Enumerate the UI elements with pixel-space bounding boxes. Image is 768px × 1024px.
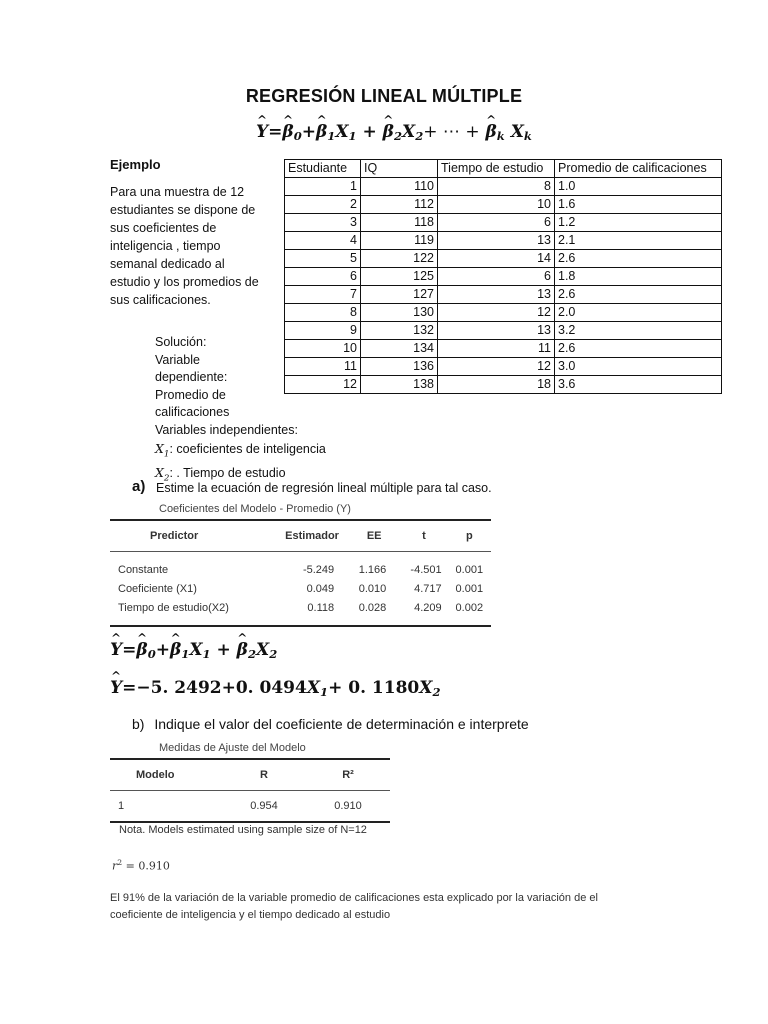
fit-header-r2: R² [306, 759, 390, 791]
coef-cell-p: 0.001 [455, 582, 484, 595]
table-row [285, 304, 722, 322]
cell-estudiante: 7 [285, 286, 361, 304]
question-b-text: Indique el valor del coeficiente de determinación e interprete [154, 716, 529, 732]
fit-cell-modelo: 1 [110, 791, 222, 823]
cell-estudiante: 8 [285, 304, 361, 322]
table-row [110, 598, 491, 626]
cell-tiempo: 6 [438, 268, 555, 286]
coef-cell-estimador: -5.249 [302, 563, 335, 576]
coef-header-p: p [448, 520, 491, 552]
cell-iq: 110 [361, 178, 438, 196]
coef-header-estimador: Estimador [276, 520, 348, 552]
table-row [285, 268, 722, 286]
sample-size-note: Nota. Models estimated using sample size of N=12 [119, 824, 367, 836]
cell-tiempo: 11 [438, 340, 555, 358]
coef-header-ee: EE [348, 520, 400, 552]
coef-cell-predictor: Constante [118, 563, 169, 576]
fit-measures-table [110, 758, 390, 823]
table-row [110, 579, 491, 598]
cell-estudiante: 2 [285, 196, 361, 214]
cell-tiempo: 13 [438, 232, 555, 250]
coef-cell-p: 0.001 [455, 563, 484, 576]
question-a-text: Estime la ecuación de regresión lineal múltiple para tal caso. [156, 481, 492, 495]
question-b-label: b) [132, 716, 145, 732]
cell-estudiante: 6 [285, 268, 361, 286]
cell-estudiante: 4 [285, 232, 361, 250]
cell-tiempo: 13 [438, 322, 555, 340]
cell-iq: 134 [361, 340, 438, 358]
cell-promedio: 2.6 [555, 340, 722, 358]
table-row [285, 214, 722, 232]
coef-cell-estimador: 0.049 [306, 582, 335, 595]
cell-tiempo: 12 [438, 358, 555, 376]
cell-promedio: 1.0 [555, 178, 722, 196]
coef-cell-predictor: Coeficiente (X1) [118, 582, 197, 595]
cell-iq: 125 [361, 268, 438, 286]
cell-estudiante: 9 [285, 322, 361, 340]
table-row [110, 791, 390, 823]
cell-tiempo: 8 [438, 178, 555, 196]
coefficients-table [110, 519, 491, 627]
r-squared-value: $r^2 = 0.910$ [112, 858, 170, 873]
header-iq: IQ [361, 160, 438, 178]
cell-iq: 136 [361, 358, 438, 376]
cell-iq: 127 [361, 286, 438, 304]
cell-iq: 122 [361, 250, 438, 268]
fitted-equation-numeric: ^ Y=−5. 2492+0. $0494X_1+ 0$. $1180X_2$ [110, 678, 441, 699]
coef-cell-ee: 0.028 [348, 598, 400, 626]
table-header-row [285, 160, 722, 178]
table-row [285, 178, 722, 196]
table-row [285, 286, 722, 304]
question-a-label: a) [132, 478, 146, 495]
cell-iq: 132 [361, 322, 438, 340]
header-promedio: Promedio de calificaciones [555, 160, 722, 178]
page-title: REGRESIÓN LINEAL MÚLTIPLE [245, 86, 523, 106]
coef-table-title: Coeficientes del Modelo - Promedio (Y) [159, 503, 351, 515]
coef-cell-t: 4.209 [400, 598, 447, 626]
cell-tiempo: 14 [438, 250, 555, 268]
fit-header-r: R [222, 759, 306, 791]
header-estudiante: Estudiante [285, 160, 361, 178]
cell-promedio: 2.6 [555, 250, 722, 268]
table-row [110, 552, 491, 580]
coef-header-row [110, 520, 491, 552]
solution-block [155, 334, 415, 488]
cell-estudiante: 11 [285, 358, 361, 376]
fit-cell-r2: 0.910 [306, 791, 390, 823]
cell-estudiante: 5 [285, 250, 361, 268]
coef-header-predictor: Predictor [110, 520, 276, 552]
cell-promedio: 2.6 [555, 286, 722, 304]
cell-estudiante: 12 [285, 376, 361, 394]
coef-cell-estimador: 0.118 [276, 598, 348, 626]
interpretation-text: El 91% de la variación de la variable promedio de calificaciones esta explicado por la variación de el coeficiente de inteligencia y el tiempo dedicado al estudio [110, 892, 598, 921]
cell-tiempo: 12 [438, 304, 555, 322]
example-heading: Ejemplo [110, 157, 161, 172]
cell-estudiante: 10 [285, 340, 361, 358]
dependent-label: Variable dependiente: [155, 352, 228, 385]
cell-estudiante: 1 [285, 178, 361, 196]
cell-promedio: 2.0 [555, 304, 722, 322]
cell-tiempo: 10 [438, 196, 555, 214]
fit-header-row [110, 759, 390, 791]
coef-header-t: t [400, 520, 447, 552]
table-row [285, 196, 722, 214]
cell-promedio: 1.8 [555, 268, 722, 286]
table-row [285, 250, 722, 268]
coef-cell-ee: 0.010 [358, 582, 387, 595]
question-b [132, 716, 529, 732]
cell-iq: 119 [361, 232, 438, 250]
dependent-value: Promedio de calificaciones [155, 387, 230, 420]
x2-definition: $X_2$: . Tiempo de estudio [155, 464, 286, 484]
coef-cell-p: 0.002 [448, 598, 491, 626]
cell-promedio: 2.1 [555, 232, 722, 250]
cell-iq: 112 [361, 196, 438, 214]
table-row [285, 232, 722, 250]
cell-estudiante: 3 [285, 214, 361, 232]
coef-cell-t: -4.501 [410, 563, 442, 576]
model-equation: ^ Y=^ $\beta_0+\^{}$ $\beta_1X_1$ + ^ $\beta_2X_2+$ ⋯ + ^ $\beta_k$ $X_k$ [256, 122, 532, 143]
fitted-equation-general: ^ Y=^ $\beta_0+\^{}$ $\beta_1X_1$ + ^ $\beta_2X_2$ [110, 640, 277, 661]
cell-tiempo: 6 [438, 214, 555, 232]
example-description: Para una muestra de 12 estudiantes se dispone de sus coeficientes de inteligencia , tiempo semanal dedicado al estudio y los promedios de sus calificaciones. [110, 185, 259, 307]
cell-iq: 130 [361, 304, 438, 322]
independent-label: Variables independientes: [155, 422, 298, 437]
fit-cell-r: 0.954 [222, 791, 306, 823]
cell-promedio: 1.2 [555, 214, 722, 232]
cell-tiempo: 18 [438, 376, 555, 394]
coef-cell-ee: 1.166 [358, 563, 387, 576]
cell-promedio: 3.2 [555, 322, 722, 340]
coef-cell-t: 4.717 [414, 582, 442, 595]
cell-promedio: 3.6 [555, 376, 722, 394]
cell-iq: 138 [361, 376, 438, 394]
cell-tiempo: 13 [438, 286, 555, 304]
solution-label: Solución: [155, 335, 207, 349]
coef-cell-predictor: Tiempo de estudio(X2) [110, 598, 276, 626]
cell-iq: 118 [361, 214, 438, 232]
header-tiempo: Tiempo de estudio [438, 160, 555, 178]
fit-header-modelo: Modelo [110, 759, 222, 791]
cell-promedio: 3.0 [555, 358, 722, 376]
fit-table-title: Medidas de Ajuste del Modelo [159, 742, 306, 754]
x1-definition: $X_1$: coeficientes de inteligencia [155, 440, 326, 460]
cell-promedio: 1.6 [555, 196, 722, 214]
